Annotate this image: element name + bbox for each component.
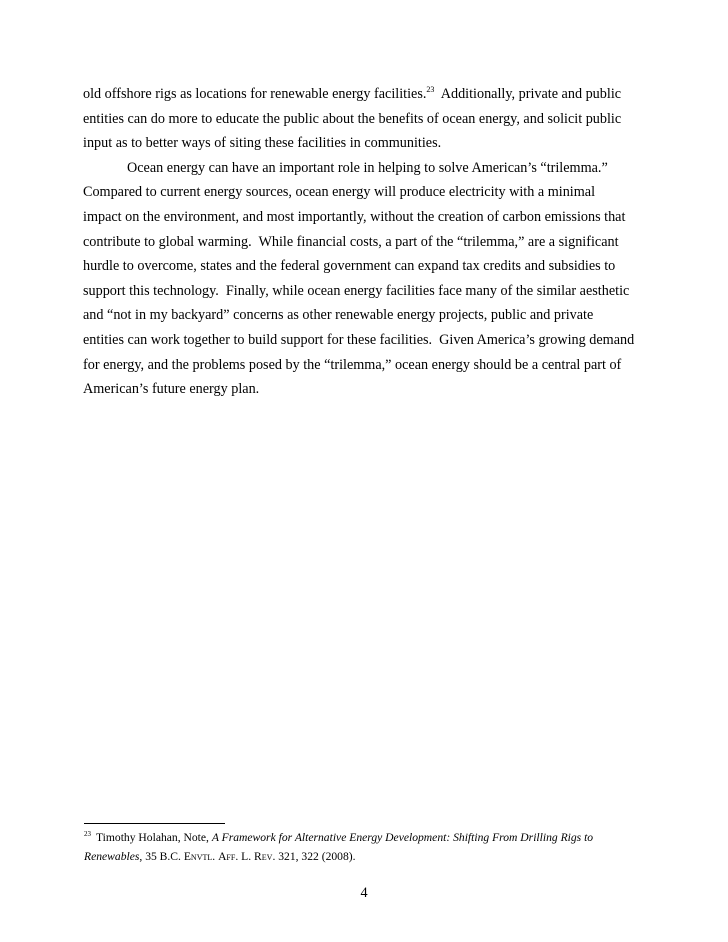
- footnote-reference: 23: [426, 85, 435, 94]
- paragraph-line: American’s future energy plan.: [83, 381, 260, 398]
- body-text: [83, 82, 663, 402]
- footnote-title: A Framework for Alternative Energy Development: Shifting From Drilling Rigs to: [211, 831, 594, 844]
- paragraph-line: support this technology. Finally, while ocean energy facilities face many of the similar aesthetic: [83, 282, 630, 299]
- journal-abbrev: Rev: [254, 850, 273, 863]
- paragraph-line: input as to better ways of siting these facilities in communities.: [83, 135, 442, 152]
- text-run: Additionally, private and public: [434, 86, 622, 102]
- footnote: [84, 828, 664, 866]
- paragraph-first-line: Ocean energy can have an important role in helping to solve American’s “trilemma.”: [127, 159, 608, 176]
- footnote-number: 23: [84, 830, 91, 838]
- paragraph-line: hurdle to overcome, states and the federal government can expand tax credits and subsidies to: [83, 258, 616, 275]
- citation-text: , 35 B.C.: [139, 850, 184, 863]
- page-number: 4: [360, 885, 368, 901]
- paragraph-line: entities can do more to educate the public about the benefits of ocean energy, and solicit public: [83, 110, 622, 127]
- citation-text: .: [212, 850, 219, 863]
- paragraph-line: Compared to current energy sources, ocean energy will produce electricity with a minimal: [83, 184, 596, 201]
- footnote-separator: [84, 823, 225, 824]
- footnote-line: [84, 847, 664, 866]
- citation-text: . 321, 322 (2008).: [272, 850, 356, 863]
- citation-text: . L.: [235, 850, 255, 863]
- footnote-author: Timothy Holahan, Note,: [96, 831, 212, 844]
- paragraph-line: impact on the environment, and most importantly, without the creation of carbon emissions that: [83, 208, 626, 225]
- journal-abbrev: Aff: [218, 850, 236, 863]
- text-run: old offshore rigs as locations for renewable energy facilities.: [83, 86, 427, 102]
- footnote-line: [84, 828, 664, 847]
- footnote-title-cont: Renewables: [84, 850, 140, 863]
- paragraph-line: for energy, and the problems posed by the “trilemma,” ocean energy should be a central part of: [83, 356, 622, 373]
- paragraph-line: entities can work together to build support for these facilities. Given America’s growing demand: [83, 331, 635, 348]
- journal-abbrev: Envtl: [183, 850, 213, 863]
- paragraph-line: contribute to global warming. While financial costs, a part of the “trilemma,” are a significant: [83, 233, 619, 250]
- paragraph-line: and “not in my backyard” concerns as other renewable energy projects, public and private: [83, 307, 594, 324]
- paragraph-line: [83, 82, 663, 107]
